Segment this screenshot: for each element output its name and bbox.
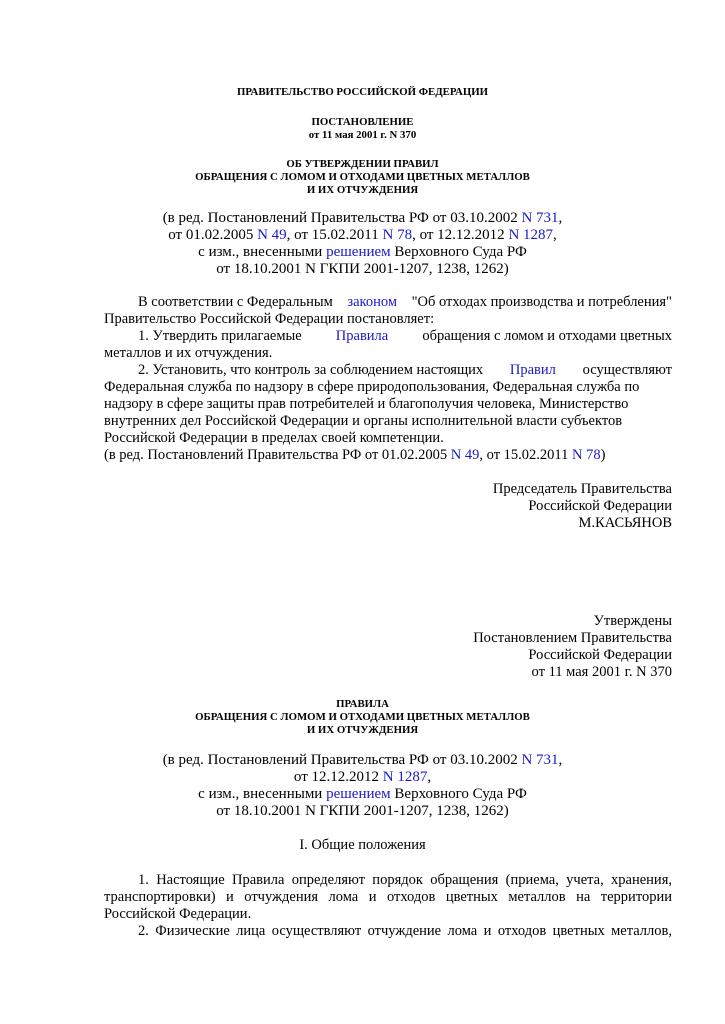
signatory-name: М.КАСЬЯНОВ — [578, 515, 672, 531]
decree-date: от 11 мая 2001 г. N 370 — [308, 129, 417, 141]
approval-block — [0, 613, 672, 681]
link-decree-78[interactable]: N 78 — [572, 447, 601, 463]
paragraph-1-line: 1. Настоящие Правила определяют порядок обращения (приема, учета, хранения, — [138, 872, 672, 888]
preamble-line: Правительство Российской Федерации постановляет: — [104, 311, 435, 327]
editions-line: от 18.10.2001 N ГКПИ 2001-1207, 1238, 1262) — [216, 803, 509, 819]
item-2-line: внутренних дел Российской Федерации и органы исполнительной власти субъектов — [104, 413, 623, 429]
link-rules[interactable]: Правил — [509, 362, 556, 378]
decree-heading — [0, 116, 725, 142]
rules-title — [0, 698, 725, 737]
section-title: I. Общие положения — [299, 837, 426, 853]
decree-title-line: ОБ УТВЕРЖДЕНИИ ПРАВИЛ — [286, 158, 439, 170]
editions-line: от 18.10.2001 N ГКПИ 2001-1207, 1238, 1262) — [216, 261, 509, 277]
government-heading — [0, 86, 725, 99]
preamble-line: В соответствии с Федеральным законом "Об отходах производства и потребления" — [138, 294, 672, 310]
rules-body — [104, 872, 672, 940]
editions-line: (в ред. Постановлений Правительства РФ от 03.10.2002 N 731, — [162, 210, 563, 226]
editions-block — [0, 752, 725, 820]
paragraph-1-line: транспортировки) и отчуждения лома и отходов цветных металлов на территории — [104, 889, 672, 905]
editions-line: с изм., внесенными решением Верховного Суда РФ — [198, 786, 527, 802]
item-2-editions: (в ред. Постановлений Правительства РФ от 01.02.2005 N 49, от 15.02.2011 N 78) — [104, 447, 606, 463]
decree-body — [104, 294, 672, 464]
link-court-decision[interactable]: решением — [326, 786, 391, 802]
decree-title — [0, 158, 725, 197]
item-2-line: Федеральная служба по надзору в сфере природопользования, Федеральная служба по — [104, 379, 640, 395]
government-name: ПРАВИТЕЛЬСТВО РОССИЙСКОЙ ФЕДЕРАЦИИ — [236, 86, 489, 98]
editions-line: с изм., внесенными решением Верховного Суда РФ — [198, 244, 527, 260]
link-decree-49[interactable]: N 49 — [257, 227, 287, 243]
decree-title-line: ОБРАЩЕНИЯ С ЛОМОМ И ОТХОДАМИ ЦВЕТНЫХ МЕТАЛЛОВ — [195, 171, 530, 183]
approval-line: Российской Федерации — [528, 647, 672, 663]
paragraph-2-line: 2. Физические лица осуществляют отчуждение лома и отходов цветных металлов, — [138, 923, 672, 939]
decree-type: ПОСТАНОВЛЕНИЕ — [311, 116, 414, 128]
link-rules[interactable]: Правила — [335, 328, 389, 344]
item-1-line: 1. Утвердить прилагаемые Правила обращения с ломом и отходами цветных — [138, 328, 672, 344]
editions-line: (в ред. Постановлений Правительства РФ от 03.10.2002 N 731, — [162, 752, 563, 768]
editions-block — [0, 210, 725, 278]
item-2-line: Российской Федерации в пределах своей компетенции. — [104, 430, 444, 446]
paragraph-1-line: Российской Федерации. — [104, 906, 252, 922]
editions-line: от 12.12.2012 N 1287, — [293, 769, 432, 785]
item-2-line: надзору в сфере защиты прав потребителей и благополучия человека, Министерство — [104, 396, 629, 412]
approval-line: Постановлением Правительства — [473, 630, 672, 646]
approval-line: Утверждены — [593, 613, 672, 629]
link-decree-1287[interactable]: N 1287 — [382, 769, 428, 785]
link-law[interactable]: законом — [347, 294, 397, 310]
link-decree-1287[interactable]: N 1287 — [508, 227, 554, 243]
decree-title-line: И ИХ ОТЧУЖДЕНИЯ — [306, 184, 419, 196]
link-decree-731[interactable]: N 731 — [521, 752, 559, 768]
rules-title-line: ПРАВИЛА — [336, 698, 389, 710]
rules-title-line: ОБРАЩЕНИЯ С ЛОМОМ И ОТХОДАМИ ЦВЕТНЫХ МЕТАЛЛОВ — [195, 711, 530, 723]
link-court-decision[interactable]: решением — [326, 244, 391, 260]
rules-title-line: И ИХ ОТЧУЖДЕНИЯ — [306, 724, 419, 736]
item-2-line: 2. Установить, что контроль за соблюдением настоящих Правил осуществляют — [138, 362, 672, 378]
editions-line: от 01.02.2005 N 49, от 15.02.2011 N 78, от 12.12.2012 N 1287, — [168, 227, 557, 243]
approval-line: от 11 мая 2001 г. N 370 — [531, 664, 672, 680]
item-1-line: металлов и их отчуждения. — [104, 345, 273, 361]
signatory-organization: Российской Федерации — [528, 498, 672, 514]
link-decree-49[interactable]: N 49 — [450, 447, 480, 463]
link-decree-78[interactable]: N 78 — [382, 227, 413, 243]
signatory-position: Председатель Правительства — [492, 481, 672, 497]
link-decree-731[interactable]: N 731 — [521, 210, 559, 226]
signature-block — [0, 481, 672, 532]
